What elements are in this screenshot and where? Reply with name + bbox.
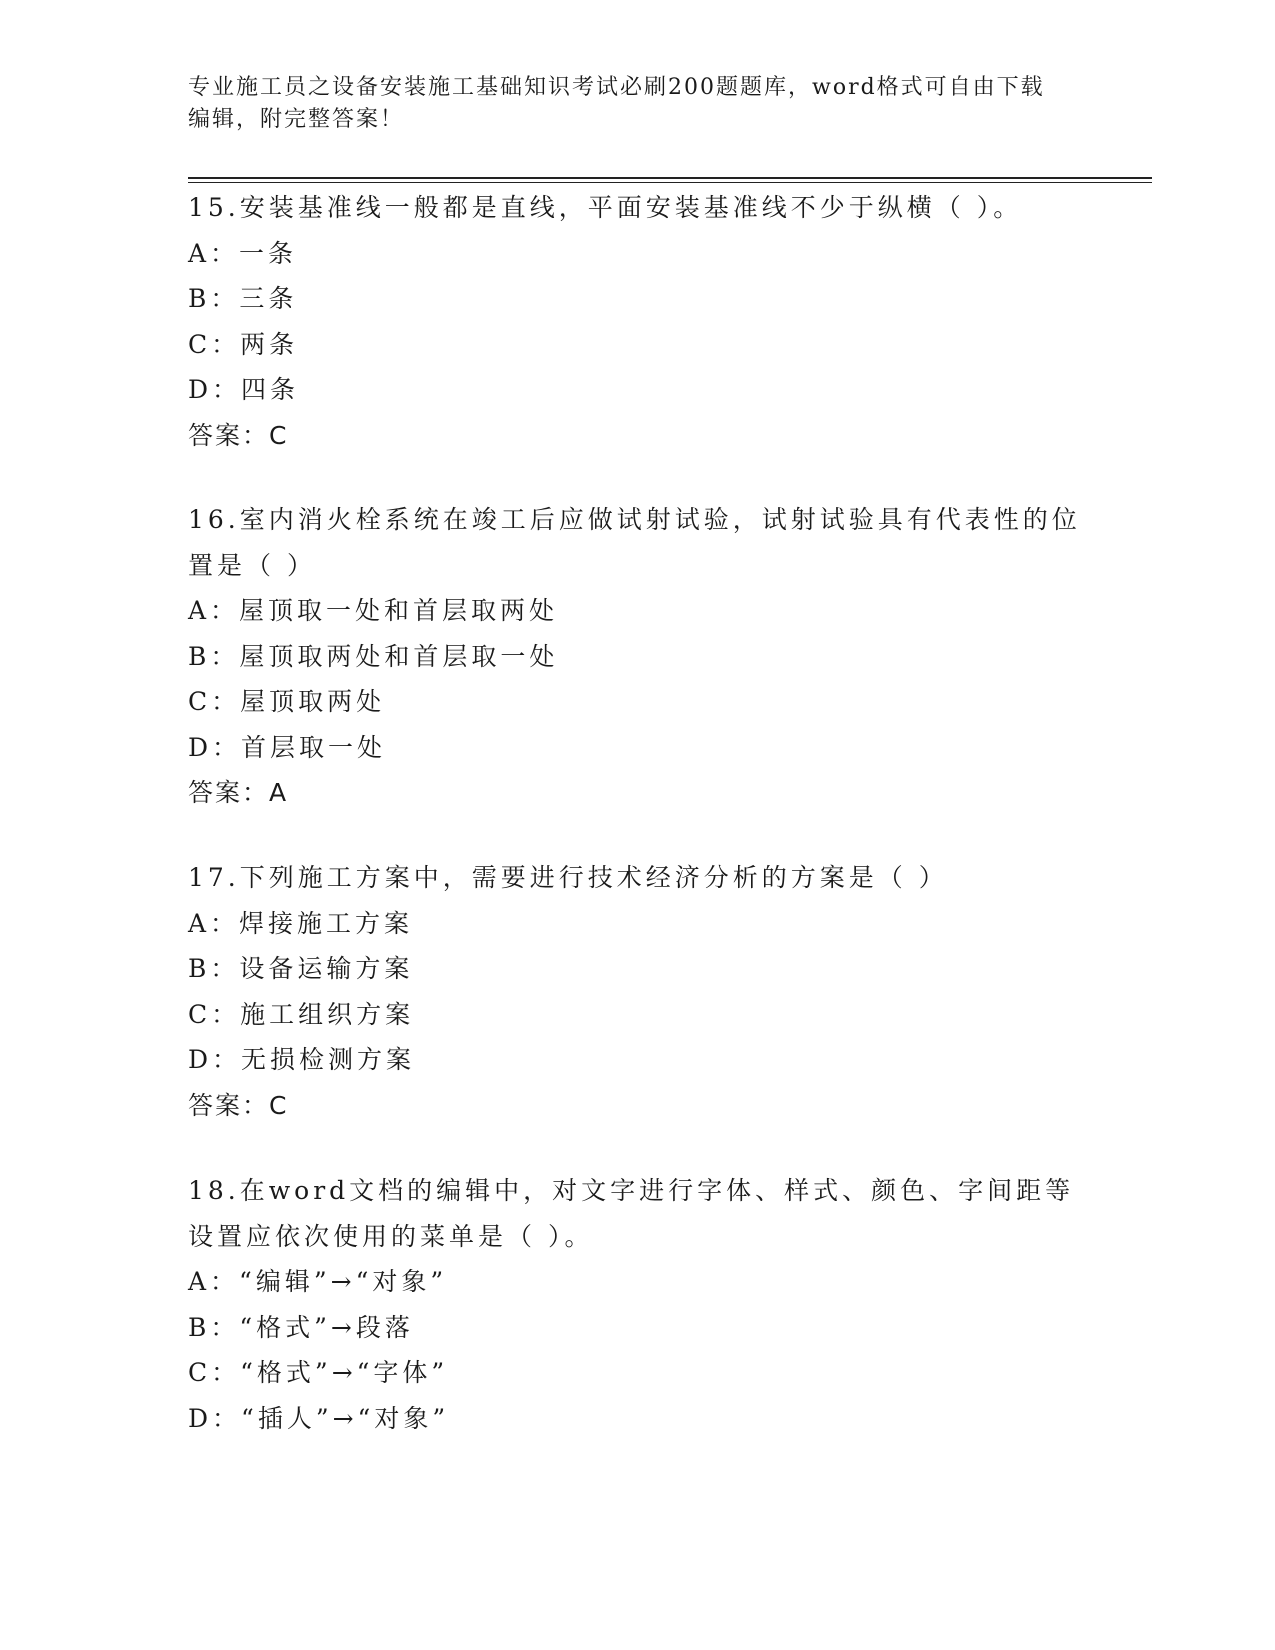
header-divider-thin	[188, 182, 1152, 183]
question-stem-continued: 设置应依次使用的菜单是（ ）。	[188, 1221, 594, 1251]
option-d: D：“插人”→“对象”	[188, 1403, 450, 1433]
answer-label: 答案：C	[188, 1090, 289, 1120]
option-a: A：焊接施工方案	[188, 908, 414, 938]
question-stem: 18.在word文档的编辑中，对文字进行字体、样式、颜色、字间距等	[188, 1176, 1075, 1205]
option-a: A：一条	[188, 238, 298, 268]
header-line-1: 专业施工员之设备安装施工基础知识考试必刷200题题库，word格式可自由下载	[188, 75, 1045, 100]
question-16	[188, 497, 1088, 816]
option-a: A：“编辑”→“对象”	[188, 1267, 448, 1296]
question-18	[188, 1168, 1088, 1441]
question-stem-continued: 置是（ ）	[188, 550, 316, 580]
question-stem: 16.室内消火栓系统在竣工后应做试射试验，试射试验具有代表性的位	[188, 505, 1081, 534]
option-d: D：无损检测方案	[188, 1045, 416, 1074]
question-15	[188, 185, 1088, 458]
option-c: C：“格式”→“字体”	[188, 1358, 449, 1387]
option-c: C：两条	[188, 329, 299, 359]
question-17	[188, 855, 1088, 1128]
question-stem: 17.下列施工方案中，需要进行技术经济分析的方案是（ ）	[188, 863, 948, 892]
answer-label: 答案：C	[188, 420, 289, 450]
option-b: B：三条	[188, 284, 298, 313]
option-c: C：施工组织方案	[188, 999, 415, 1029]
option-a: A：屋顶取一处和首层取两处	[188, 596, 559, 625]
option-b: B：设备运输方案	[188, 954, 414, 983]
document-header	[188, 72, 1068, 136]
header-divider-thick	[188, 177, 1152, 179]
option-d: D：四条	[188, 375, 300, 404]
option-b: B：“格式”→段落	[188, 1312, 414, 1342]
option-b: B：屋顶取两处和首层取一处	[188, 641, 559, 671]
option-d: D：首层取一处	[188, 732, 387, 762]
question-stem: 15.安装基准线一般都是直线，平面安装基准线不少于纵横（ ）。	[188, 193, 1023, 222]
header-line-2: 编辑，附完整答案！	[188, 107, 405, 132]
option-c: C：屋顶取两处	[188, 687, 386, 716]
answer-label: 答案：A	[188, 778, 289, 807]
